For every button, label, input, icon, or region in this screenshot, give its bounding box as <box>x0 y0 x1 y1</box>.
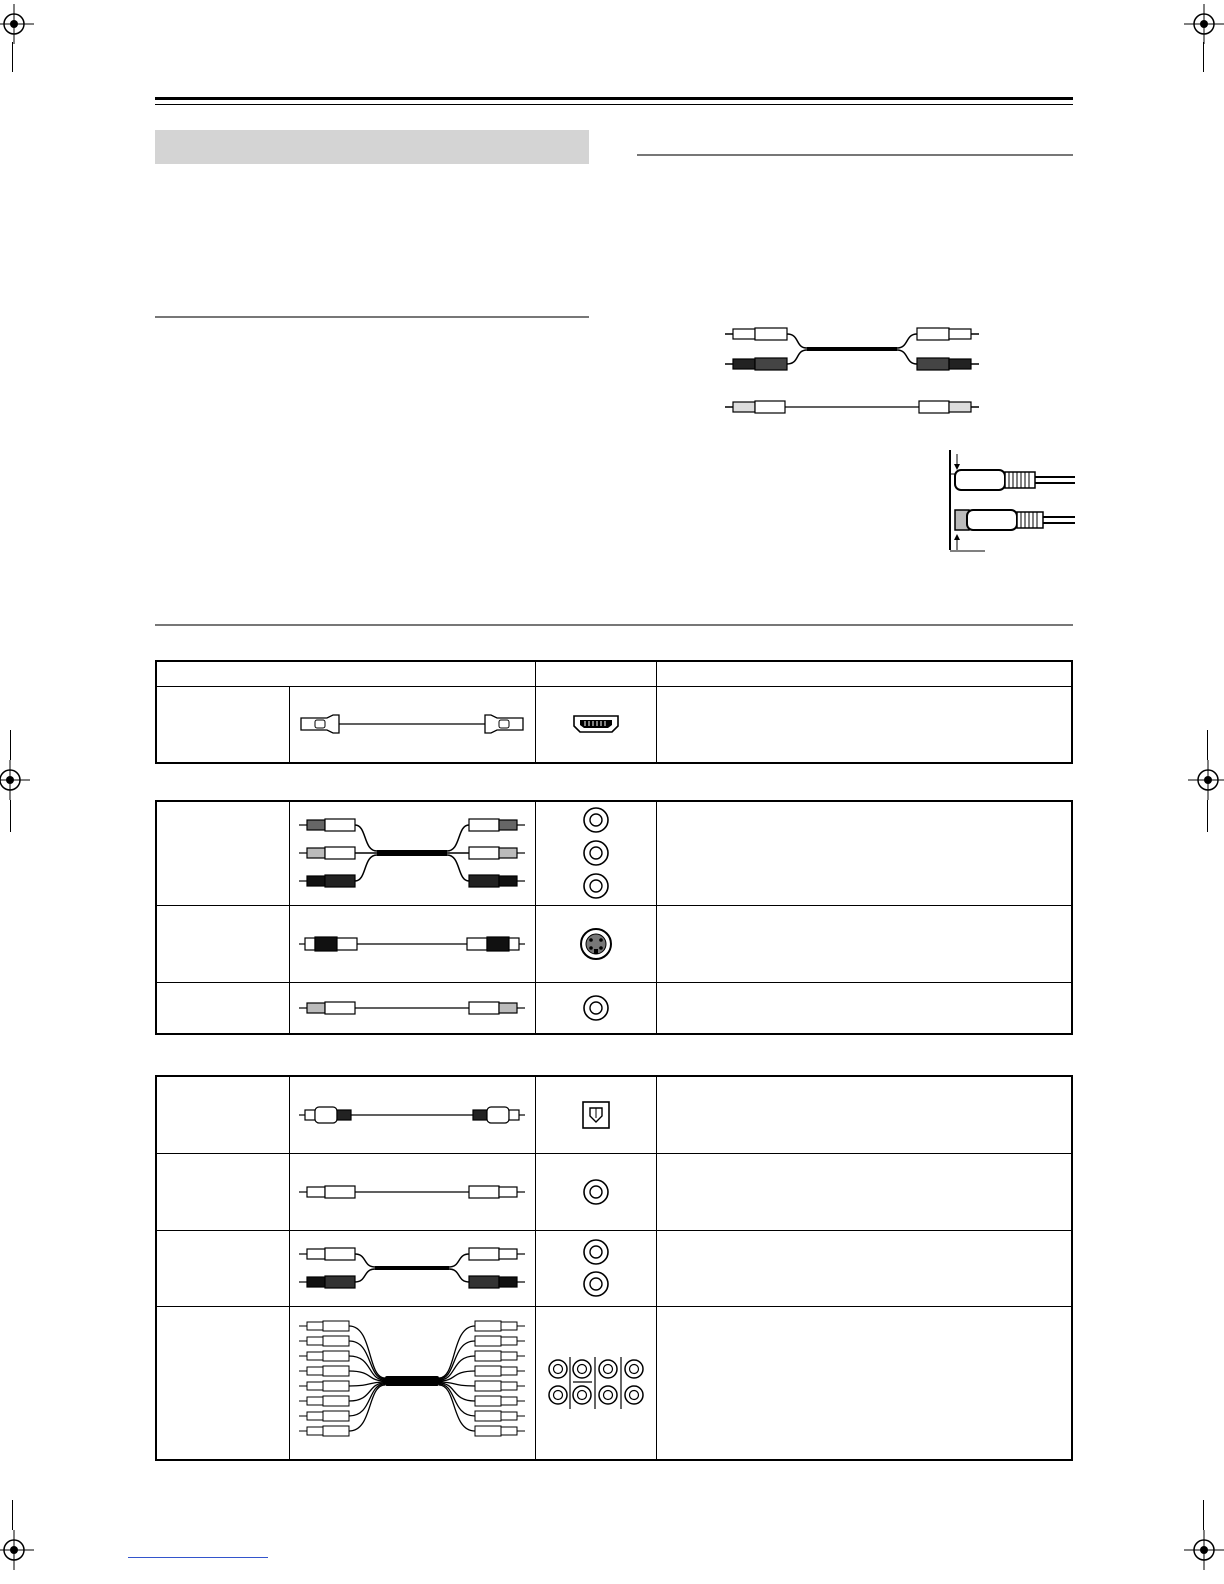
component-video-cable-icon <box>297 813 527 893</box>
s-video-jack-icon <box>579 927 613 961</box>
crop-line <box>10 800 11 832</box>
table-header-row <box>156 661 1072 687</box>
table-row <box>156 1306 1072 1460</box>
hdmi-jack-icon <box>572 713 620 735</box>
description-cell <box>656 905 1072 982</box>
crosshair-icon <box>0 4 34 44</box>
table-row <box>156 982 1072 1034</box>
jack-image-cell <box>535 1306 656 1460</box>
table-row <box>156 1076 1072 1153</box>
composite-video-cable-icon <box>297 998 527 1018</box>
table-row <box>156 905 1072 982</box>
header-rule <box>155 97 1073 100</box>
cable-image-cell <box>289 905 535 982</box>
coaxial-cable-icon <box>297 1182 527 1202</box>
video-connection-table <box>155 800 1073 1035</box>
table-row <box>156 687 1072 763</box>
header-cell-description <box>656 661 1072 687</box>
crosshair-icon <box>1184 4 1224 44</box>
rca-single-cable-icon <box>725 397 980 417</box>
cable-image-cell <box>289 801 535 905</box>
left-column-rule <box>155 316 589 318</box>
cable-name-cell <box>156 1306 289 1460</box>
description-cell <box>656 801 1072 905</box>
jack-image-cell <box>535 1153 656 1230</box>
hdmi-connection-table <box>155 660 1073 764</box>
cable-image-cell <box>289 1153 535 1230</box>
rca-stereo-cable-icon <box>725 320 980 380</box>
cable-name-cell <box>156 687 289 763</box>
plug-insertion-diagram-icon <box>945 450 1075 555</box>
right-column-rule <box>637 154 1073 156</box>
table-row <box>156 801 1072 905</box>
crop-line <box>10 730 11 760</box>
cable-image-cell <box>289 1306 535 1460</box>
cable-name-cell <box>156 1153 289 1230</box>
crosshair-icon <box>1184 1530 1224 1570</box>
crop-line <box>1207 800 1208 832</box>
cable-image-cell <box>289 687 535 763</box>
jack-image-cell <box>535 687 656 763</box>
optical-jack-icon <box>581 1100 611 1130</box>
crop-line <box>12 1500 13 1530</box>
description-cell <box>656 982 1072 1034</box>
cable-name-cell <box>156 801 289 905</box>
table-row <box>156 1230 1072 1306</box>
hdmi-cable-icon <box>297 712 527 736</box>
description-cell <box>656 1230 1072 1306</box>
cable-image-cell <box>289 982 535 1034</box>
footer-underline <box>128 1557 268 1558</box>
composite-jack-icon <box>581 993 611 1023</box>
section-heading-bar <box>155 130 589 164</box>
crop-line <box>1207 730 1208 760</box>
cable-name-cell <box>156 1230 289 1306</box>
crosshair-icon <box>0 760 30 800</box>
description-cell <box>656 1306 1072 1460</box>
coaxial-jack-icon <box>581 1177 611 1207</box>
crosshair-icon <box>1188 760 1224 800</box>
audio-connection-table <box>155 1075 1073 1461</box>
header-cell-jack <box>535 661 656 687</box>
header-rule-thin <box>155 104 1073 105</box>
jack-image-cell <box>535 982 656 1034</box>
crop-line <box>1203 42 1204 72</box>
cable-name-cell <box>156 1076 289 1153</box>
crop-line <box>12 42 13 72</box>
s-video-cable-icon <box>297 934 527 954</box>
cable-name-cell <box>156 905 289 982</box>
analog-stereo-cable-icon <box>297 1244 527 1292</box>
jack-image-cell <box>535 905 656 982</box>
cable-name-cell <box>156 982 289 1034</box>
jack-image-cell <box>535 801 656 905</box>
full-width-rule <box>155 624 1073 626</box>
crop-line <box>1203 1500 1204 1530</box>
description-cell <box>656 1076 1072 1153</box>
description-cell <box>656 687 1072 763</box>
cable-image-cell <box>289 1076 535 1153</box>
analog-stereo-jacks-icon <box>581 1236 611 1300</box>
cable-image-cell <box>289 1230 535 1306</box>
header-cell-cable <box>156 661 535 687</box>
jack-image-cell <box>535 1230 656 1306</box>
description-cell <box>656 1153 1072 1230</box>
multichannel-jacks-icon <box>546 1355 646 1411</box>
crosshair-icon <box>0 1530 34 1570</box>
jack-image-cell <box>535 1076 656 1153</box>
component-jacks-icon <box>581 805 611 901</box>
table-row <box>156 1153 1072 1230</box>
multichannel-cable-icon <box>297 1320 527 1446</box>
optical-cable-icon <box>297 1103 527 1127</box>
